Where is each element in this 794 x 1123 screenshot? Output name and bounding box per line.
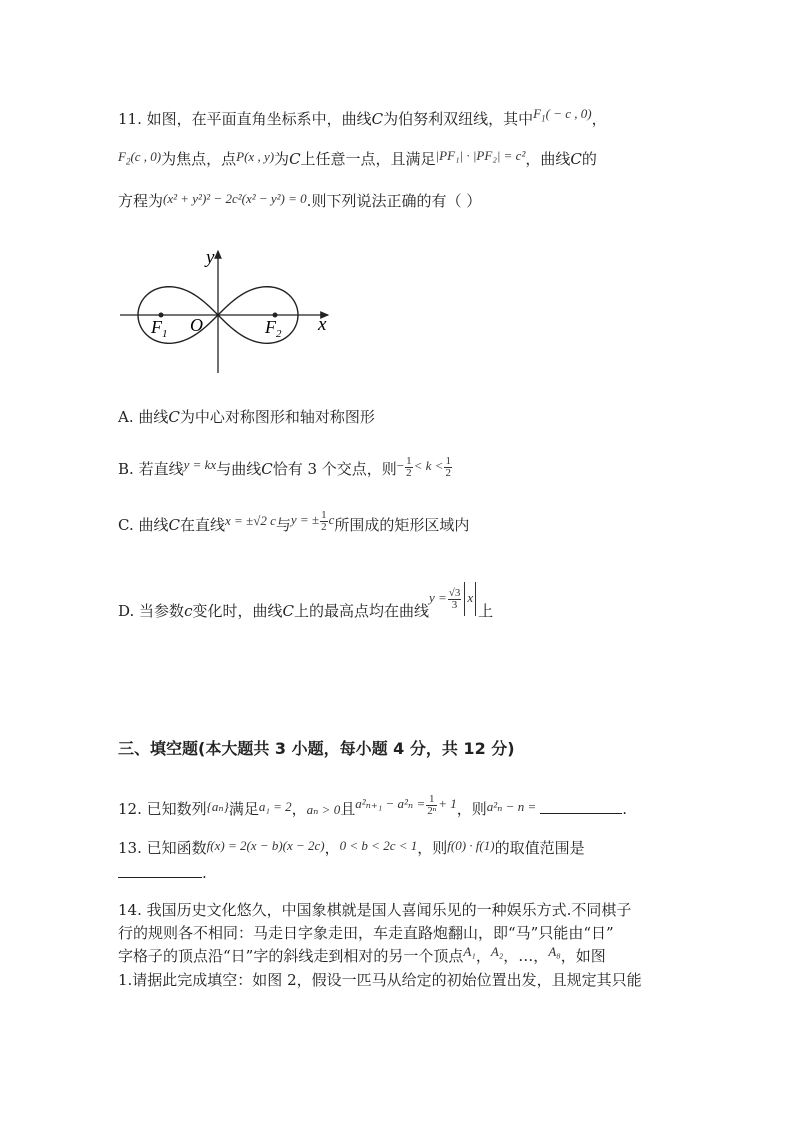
- curve-c: C: [371, 110, 384, 128]
- line-equation: y = kx: [183, 457, 217, 472]
- curve-y-equation: y = $\frac{√3}{3}$ x: [429, 590, 478, 605]
- a1-math: a₁ = 2: [258, 799, 292, 814]
- q12-text: 且: [340, 800, 356, 818]
- q12-text: 已知数列: [146, 800, 207, 818]
- q13-text: 已知函数: [146, 839, 207, 857]
- answer-expr: a²ₙ − n =: [486, 799, 537, 814]
- param-c: c: [184, 601, 193, 620]
- option-d-text: 上的最高点均在曲线: [293, 601, 429, 620]
- q14-line4: 1.请据此完成填空：如图 2，假设一匹马从给定的初始位置出发，且规定其只能: [118, 971, 642, 989]
- q13-number: 13.: [118, 839, 142, 857]
- recurrence-math: a²ₙ₊₁ − a²ₙ = $\frac{1}{\text{2ⁿ}}$ + 1: [355, 792, 457, 817]
- p-math: P(x , y): [236, 149, 275, 164]
- f2-math: $F_2(c$ , 0): [118, 149, 162, 167]
- f1-label: $F_1$: [151, 317, 168, 340]
- f1-math: $F_1( - c$ , 0): [533, 106, 592, 124]
- option-a-text: 为中心对称图形和轴对称图形: [179, 408, 375, 426]
- sequence-math: {aₙ}: [206, 799, 229, 814]
- option-b-label: B.: [118, 460, 134, 478]
- q12-text: ，则: [456, 800, 487, 818]
- vertex-a8: A₈: [548, 944, 561, 959]
- x-bound-equation: x = ±√2 c: [225, 513, 276, 528]
- equation-math: (x² + y²)² − 2c²(x² − y²) = 0: [163, 191, 307, 206]
- lemniscate-figure: [118, 243, 338, 375]
- option-a: [118, 406, 375, 428]
- x-axis-label: x: [318, 314, 327, 335]
- option-b-text: 若直线: [138, 460, 184, 478]
- q13-answer-blank[interactable]: [118, 863, 202, 878]
- option-a-label: A.: [118, 408, 134, 426]
- curve-c: C: [570, 150, 582, 168]
- q12: [118, 792, 627, 823]
- q11-text: ，曲线: [525, 150, 571, 168]
- q11-text: 为: [274, 150, 290, 168]
- option-d-text: 上: [478, 601, 494, 620]
- curve-c: C: [168, 408, 180, 426]
- q13-text: ，则: [417, 839, 448, 857]
- q12-text: ，: [291, 800, 307, 818]
- option-b: [118, 454, 453, 483]
- curve-c: C: [168, 516, 180, 534]
- f2-label: $F_2$: [265, 317, 282, 340]
- vertex-a2: A₂: [490, 944, 504, 959]
- q12-text: 满足: [228, 800, 259, 818]
- k-range: − $\frac{1}{2}$ < k < $\frac{1}{2}$: [396, 454, 451, 479]
- q13: [118, 837, 585, 860]
- curve-c: C: [289, 150, 301, 168]
- inequality-math: 0 < b < 2c < 1: [339, 838, 418, 853]
- option-d-label: D.: [118, 601, 135, 620]
- curve-c: C: [282, 601, 294, 620]
- q12-text: .: [622, 800, 627, 818]
- q14-line2: 行的规则各不相同：马走日字象走田，车走直路炮翻山，即“马”只能由“日”: [118, 924, 614, 942]
- q11-text: 上任意一点，且满足: [300, 150, 436, 168]
- positive-math: aₙ > 0: [306, 802, 341, 817]
- q11-number: 11.: [118, 110, 142, 128]
- vertex-a1: A₁: [463, 944, 476, 959]
- q13-text: 的取值范围是: [494, 839, 585, 857]
- q12-number: 12.: [118, 800, 142, 818]
- q11-text: 为焦点，点: [161, 150, 237, 168]
- option-c-label: C.: [118, 516, 134, 534]
- option-c-text: 在直线: [180, 516, 226, 534]
- q11-text: 为伯努利双纽线，其中: [383, 110, 534, 128]
- option-c-text: 曲线: [138, 516, 169, 534]
- q13-text: .: [202, 864, 207, 882]
- q14-text: ，: [475, 947, 491, 965]
- option-c-text: 所围成的矩形区域内: [334, 516, 470, 534]
- option-d-text: 变化时，曲线: [192, 601, 283, 620]
- option-c: [118, 508, 470, 539]
- origin-label: O: [190, 315, 203, 335]
- q14-line1: 14. 我国历史文化悠久，中国象棋就是国人喜闻乐见的一种娱乐方式.不同棋子: [118, 901, 632, 919]
- q14-line3: [118, 945, 606, 968]
- q11-line2: [118, 148, 597, 176]
- y-bound-equation: y = ± $\frac{1}{2}$ c: [290, 508, 335, 533]
- option-b-text: 与曲线: [216, 460, 262, 478]
- comma: ，: [591, 110, 607, 128]
- product-math: f(0) · f(1): [447, 838, 495, 853]
- q14-text: ，…，: [503, 947, 549, 965]
- q13-text: ，: [324, 839, 340, 857]
- option-c-text: 与: [275, 516, 291, 534]
- section-title: 三、填空题(本大题共 3 小题，每小题 4 分，共 12 分): [118, 739, 515, 758]
- q11-line3: [118, 190, 481, 213]
- function-math: f(x) = 2(x − b)(x − 2c): [206, 838, 325, 853]
- q14-text: ，如图: [560, 947, 606, 965]
- option-d-text: 当参数: [139, 601, 185, 620]
- q11-line1: [118, 108, 607, 136]
- y-axis-label: y: [206, 247, 215, 268]
- curve-c: C: [261, 460, 273, 478]
- q11-text: 方程为: [118, 192, 164, 210]
- q13-answer-line: [118, 862, 207, 884]
- q12-answer-blank[interactable]: [540, 799, 622, 814]
- q11-text: 如图，在平面直角坐标系中，曲线: [146, 110, 372, 128]
- q14-text: 字格子的顶点沿“日”字的斜线走到相对的另一个顶点: [118, 947, 464, 965]
- option-a-text: 曲线: [138, 408, 169, 426]
- q11-text: 的: [581, 150, 597, 168]
- condition-math: |PF₁| · |PF₂| = c²: [435, 148, 526, 163]
- option-d: [118, 586, 494, 630]
- option-b-text: 恰有 3 个交点，则: [272, 460, 397, 478]
- q11-text: .则下列说法正确的有（ ）: [306, 192, 482, 210]
